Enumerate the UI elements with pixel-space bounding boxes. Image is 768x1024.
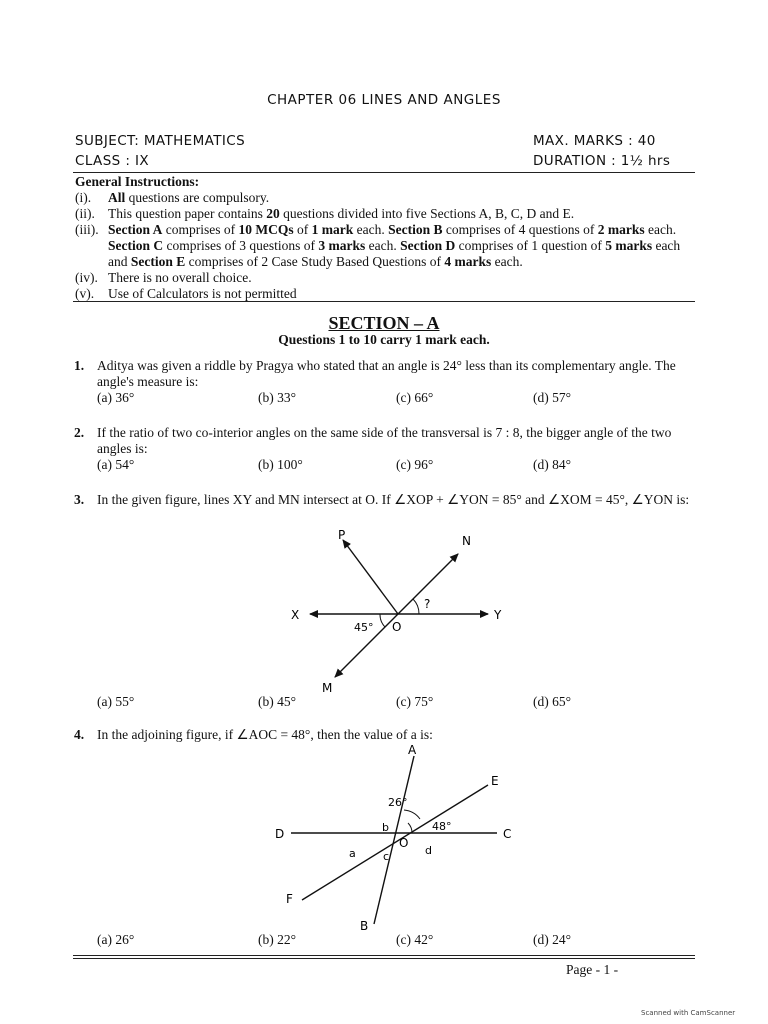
instructions-divider: [73, 301, 695, 302]
label-e: E: [491, 774, 499, 788]
angle-arc-eoc: [408, 823, 412, 833]
q4-option-c: (c) 42°: [396, 932, 434, 947]
question-text: In the given figure, lines XY and MN intersect at O. If ∠XOP + ∠YON = 85° and ∠XOM = 45°, ∠YON is:: [97, 492, 690, 507]
label-a: A: [408, 743, 417, 757]
q1-option-b: (b) 33°: [258, 390, 297, 405]
q2-option-c: (c) 96°: [396, 457, 434, 472]
q3-option-b: (b) 45°: [258, 694, 297, 709]
instruction-text: This question paper contains 20 questions divided into five Sections A, B, C, D and E.: [108, 206, 575, 221]
q2-option-d: (d) 84°: [533, 457, 572, 472]
q4-option-d: (d) 24°: [533, 932, 572, 947]
question-text: If the ratio of two co-interior angles on the same side of the transversal is 7 : 8, the bigger angle of the two angles is:: [97, 425, 672, 456]
angle-arc-aoe: [404, 810, 420, 819]
question-number: 3.: [74, 492, 85, 507]
instruction-text: Use of Calculators is not permitted: [108, 286, 297, 301]
q3-option-c: (c) 75°: [396, 694, 434, 709]
page-title: CHAPTER 06 LINES AND ANGLES: [267, 92, 501, 108]
question-number: 4.: [74, 727, 85, 742]
figure-intersecting-lines: [270, 515, 530, 695]
section-title: SECTION – A: [328, 313, 440, 333]
footer-divider-1: [73, 955, 695, 956]
question-number: 2.: [74, 425, 85, 440]
label-angle-48: 48°: [432, 820, 452, 833]
q4-option-b: (b) 22°: [258, 932, 297, 947]
label-o: O: [392, 620, 402, 634]
instruction-number: (i).: [75, 190, 92, 205]
label-y: Y: [494, 608, 502, 622]
label-d: D: [275, 827, 285, 841]
q4-option-a: (a) 26°: [97, 932, 135, 947]
header-divider: [73, 172, 695, 173]
label-m: M: [322, 681, 333, 695]
q1-option-a: (a) 36°: [97, 390, 135, 405]
angle-arc-yon: [413, 599, 419, 614]
instruction-number: (ii).: [75, 206, 95, 221]
subject-label: SUBJECT: MATHEMATICS: [75, 133, 246, 149]
line-op: [343, 540, 398, 614]
q1-option-c: (c) 66°: [396, 390, 434, 405]
q2-option-b: (b) 100°: [258, 457, 303, 472]
instruction-number: (v).: [75, 286, 95, 301]
label-angle-a: a: [349, 847, 356, 860]
label-angle-26: 26°: [388, 796, 408, 809]
figure-three-lines: [265, 740, 525, 935]
instruction-text: Section A comprises of 10 MCQs of 1 mark each. Section B comprises of 4 questions of 2 marks each. Section C comprises of 3 questions of 3 marks each. Section D comprises of 1 question of 5 marks each and Section E comprises of 2 Case Study Based Questions of 4 marks each.: [108, 222, 681, 269]
q2-option-a: (a) 54°: [97, 457, 135, 472]
max-marks-label: MAX. MARKS : 40: [533, 133, 656, 149]
instruction-text: All questions are compulsory.: [108, 190, 270, 205]
page-number: Page - 1 -: [566, 962, 619, 977]
label-unknown-angle: ?: [424, 597, 431, 611]
question-text: In the adjoining figure, if ∠AOC = 48°, then the value of a is:: [97, 727, 433, 742]
angle-arc-xom: [380, 614, 385, 627]
instruction-number: (iv).: [75, 270, 98, 285]
instructions-heading: General Instructions:: [75, 174, 200, 189]
q3-option-a: (a) 55°: [97, 694, 135, 709]
label-angle-c: c: [383, 850, 390, 863]
question-text: Aditya was given a riddle by Pragya who stated that an angle is 24° less than its complementary angle. The angle's measure is:: [97, 358, 676, 389]
q3-option-d: (d) 65°: [533, 694, 572, 709]
instruction-text: There is no overall choice.: [108, 270, 252, 285]
label-p: P: [338, 528, 346, 542]
label-angle-45: 45°: [354, 621, 374, 634]
q1-option-d: (d) 57°: [533, 390, 572, 405]
footer-divider-2: [73, 958, 695, 959]
label-b: B: [360, 919, 369, 933]
label-o: O: [399, 836, 409, 850]
duration-label: DURATION : 1½ hrs: [533, 153, 671, 169]
label-x: X: [291, 608, 300, 622]
section-subtitle: Questions 1 to 10 carry 1 mark each.: [278, 332, 490, 347]
label-c: C: [503, 827, 512, 841]
label-f: F: [286, 892, 293, 906]
label-angle-d: d: [425, 844, 432, 857]
question-number: 1.: [74, 358, 85, 373]
instruction-number: (iii).: [75, 222, 99, 237]
scanner-watermark: Scanned with CamScanner: [641, 1009, 736, 1017]
class-label: CLASS : IX: [75, 153, 149, 169]
label-n: N: [462, 534, 471, 548]
label-angle-b: b: [382, 821, 389, 834]
